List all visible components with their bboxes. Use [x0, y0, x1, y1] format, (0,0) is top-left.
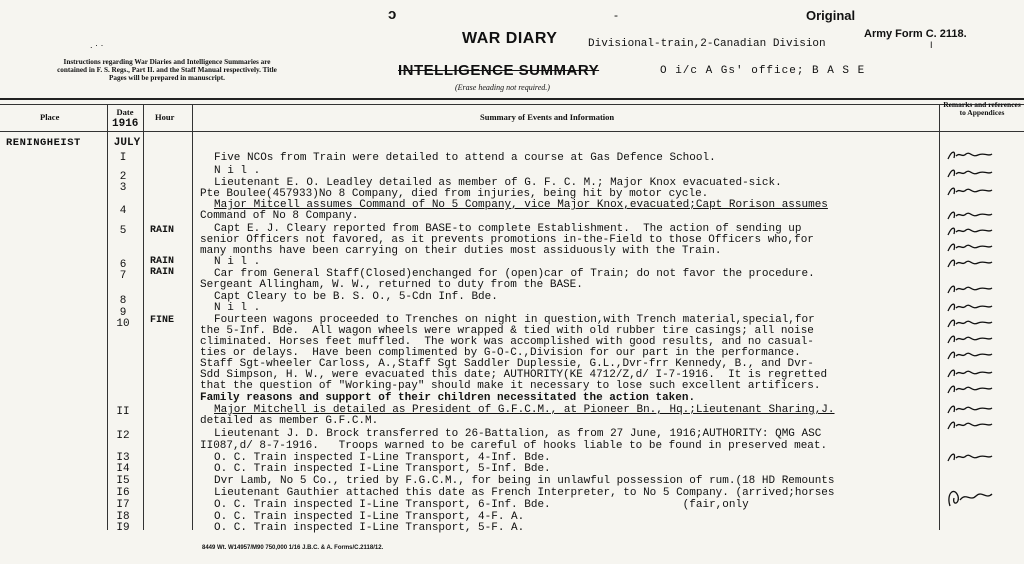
entry-text: N i l . — [214, 165, 261, 177]
entry-text: climinated. Horses feet muffled. The work was accomplished with good results, and no casual- — [200, 336, 814, 348]
entry-text: ties or delays. Have been complimented by G-O-C.,Division for our part in the performance. — [200, 347, 801, 359]
handwritten-initials — [944, 366, 996, 380]
handwritten-initials — [944, 224, 996, 238]
entry-text: O. C. Train inspected I-Line Transport, 5-F. A. — [214, 522, 525, 534]
entry-text: Pte Boulee(457933)No 8 Company, died from injuries, being hit by motor cycle. — [200, 188, 709, 200]
entry-date: I2 — [116, 430, 130, 442]
entry-text: Five NCOs from Train were detailed to attend a course at Gas Defence School. — [214, 152, 716, 164]
intelligence-summary-title: INTELLIGENCE SUMMARY — [398, 62, 600, 79]
print-footer: 8449 Wt. W14957/M90 750,000 1/16 J.B.C. & A. Forms/C.2118/12. — [202, 545, 384, 551]
entry-date: 7 — [119, 270, 127, 282]
table-header-rule — [0, 131, 1024, 132]
handwritten-initials — [944, 256, 996, 270]
handwritten-initials — [944, 450, 996, 464]
original-label: Original — [806, 8, 856, 23]
entry-text: N i l . — [214, 302, 261, 314]
entry-text: Command of No 8 Company. — [200, 210, 359, 222]
entry-date: 6 — [119, 259, 127, 271]
entry-date: I4 — [116, 463, 130, 475]
entry-text: O. C. Train inspected I-Line Transport, 4-F. A. — [214, 511, 525, 523]
entry-text: Family reasons and support of their children necessitated the action taken. — [200, 392, 696, 404]
entry-date: I3 — [116, 452, 130, 464]
entry-text: detailed as member G.F.C.M. — [200, 415, 379, 427]
handwritten-initials — [944, 208, 996, 222]
entry-text: Dvr Lamb, No 5 Co., tried by F.G.C.M., for being in unlawful possession of rum.(18 HD Remounts — [214, 475, 835, 487]
entry-date: 5 — [119, 225, 127, 237]
column-header-year: 1916 — [112, 118, 139, 130]
entry-date: I8 — [116, 511, 130, 523]
entry-text: Lieutenant J. D. Brock transferred to 26-Battalion, as from 27 June, 1916;AUTHORITY: QMG ASC — [214, 428, 822, 440]
handwritten-initials — [944, 316, 996, 330]
entry-text: Car from General Staff(Closed)enchanged for (open)car of Train; do not favor the procedure. — [214, 268, 815, 280]
ink-mark: - — [614, 8, 618, 22]
column-header-summary: Summary of Events and Information — [480, 112, 615, 122]
header-rule — [0, 98, 1024, 100]
erase-note: (Erase heading not required.) — [455, 83, 550, 92]
column-header-remarks: Remarks and references to Appendices — [943, 100, 1021, 117]
handwritten-initials — [944, 382, 996, 396]
office-name: O i/c A Gs' office; B A S E — [660, 65, 866, 77]
ink-mark: ɔ — [388, 6, 397, 23]
entry-date: I — [119, 152, 127, 164]
entry-text: Fourteen wagons proceeded to Trenches on night in question,with Trench material,special,for — [214, 314, 815, 326]
entry-text: senior Officers not favored, as it prevents promotions in-the-Field to those Officers who,for — [200, 234, 814, 246]
handwritten-initials — [944, 418, 996, 432]
column-divider — [939, 104, 940, 530]
entry-text: Sdd Simpson, H. W., were evacuated this date; AUTHORITY(KE 4712/Z,d/ I-7-1916. It is regretted — [200, 369, 828, 381]
entry-text: the 5-Inf. Bde. All wagon wheels were wrapped & tied with old rubber tire casings; all noise — [200, 325, 814, 337]
month-value: JULY — [113, 137, 141, 149]
entry-text: Capt Cleary to be B. S. O., 5-Cdn Inf. Bde. — [214, 291, 498, 303]
entry-text: O. C. Train inspected I-Line Transport, 6-Inf. Bde. (fair,only — [214, 499, 749, 511]
entry-hour: RAIN — [150, 256, 175, 267]
entry-text: N i l . — [214, 256, 261, 268]
entry-date: I5 — [116, 475, 130, 487]
entry-text: Lieutenant E. O. Leadley detailed as member of G. F. C. M.; Major Knox evacuated-sick. — [214, 177, 782, 189]
table-top-rule — [0, 104, 1024, 105]
entry-date: I7 — [116, 499, 130, 511]
entry-text: Major Mitchell is detailed as President of G.F.C.M., at Pioneer Bn., Hq.;Lieutenant Sharing,J. — [214, 404, 835, 416]
page-title: WAR DIARY — [462, 30, 558, 47]
handwritten-initials — [944, 300, 996, 314]
entry-text: O. C. Train inspected I-Line Transport, 5-Inf. Bde. — [214, 463, 551, 475]
ink-mark: . · · — [90, 40, 104, 50]
unit-name: Divisional-train,2-Canadian Division — [588, 38, 826, 50]
column-header-place: Place — [40, 112, 60, 122]
entry-date: 3 — [119, 182, 127, 194]
entry-date: II — [116, 406, 130, 418]
entry-text: O. C. Train inspected I-Line Transport, 4-Inf. Bde. — [214, 452, 551, 464]
handwritten-initials — [944, 282, 996, 296]
column-divider — [143, 104, 144, 530]
place-value: RENINGHEIST — [6, 137, 81, 149]
entry-hour: FINE — [150, 315, 175, 326]
entry-date: I9 — [116, 522, 130, 534]
entry-hour: RAIN — [150, 267, 175, 278]
column-divider — [107, 104, 108, 530]
handwritten-initials — [944, 484, 996, 510]
entry-text: Major Mitcell assumes Command of No 5 Company, vice Major Knox,evacuated;Capt Rorison assumes — [214, 199, 828, 211]
entry-text: many months have been carrying on their duties most assiduously with the Train. — [200, 245, 722, 257]
handwritten-initials — [944, 184, 996, 198]
column-header-hour: Hour — [155, 112, 175, 122]
entry-text: Capt E. J. Cleary reported from BASE-to complete Establishment. The action of sending up — [214, 223, 802, 235]
handwritten-initials — [944, 240, 996, 254]
entry-date: 9 — [119, 307, 127, 319]
entry-text: Staff Sgt-wheeler Carloss, A.,Staff Sgt Saddler Duplessie, G.L.,Dvr-frr Kennedy, B., and Dvr- — [200, 358, 814, 370]
entry-text: II087,d/ 8-7-1916. Troops warned to be careful of hooks liable to be found in preserved meat. — [200, 440, 828, 452]
handwritten-initials — [944, 148, 996, 162]
army-form-sub: I — [930, 40, 933, 50]
entry-date: 10 — [116, 318, 130, 330]
entry-text: Lieutenant Gauthier attached this date as French Interpreter, to No 5 Company. (arrived;horses — [214, 487, 835, 499]
handwritten-initials — [944, 332, 996, 346]
entry-hour: RAIN — [150, 225, 175, 236]
handwritten-initials — [944, 348, 996, 362]
entry-date: 2 — [119, 171, 127, 183]
entry-date: 8 — [119, 295, 127, 307]
entry-text: Sergeant Allingham, W. W., returned to duty from the BASE. — [200, 279, 583, 291]
handwritten-initials — [944, 402, 996, 416]
entry-text: that the question of "Working-pay" should make it necessary to lose such excellent artificers. — [200, 380, 821, 392]
army-form-number: Army Form C. 2118. — [864, 28, 967, 40]
handwritten-initials — [944, 166, 996, 180]
entry-date: 4 — [119, 205, 127, 217]
entry-date: I6 — [116, 487, 130, 499]
column-divider — [192, 104, 193, 530]
instructions-note: Instructions regarding War Diaries and Intelligence Summaries are contained in F. S. Regs., Part II. and the Staff Manual respectively. Title Pages will be prepared in manuscript. — [57, 58, 277, 82]
column-header-date: Date — [116, 107, 134, 117]
